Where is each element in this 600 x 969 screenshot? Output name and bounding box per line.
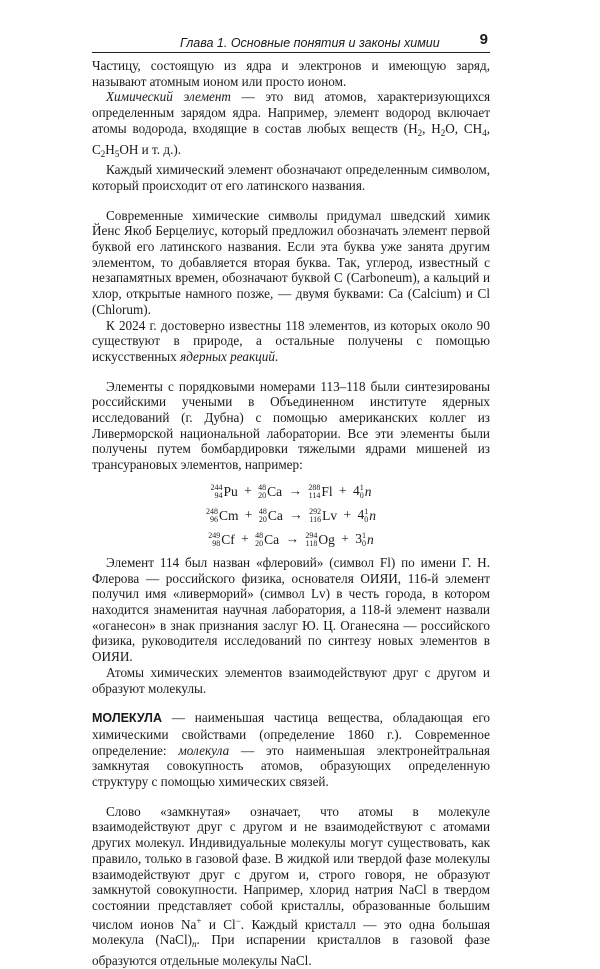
element-symbol: Fl [321, 483, 333, 499]
subscript: 4 [482, 127, 487, 138]
plus-sign: + [341, 530, 349, 546]
paragraph-text: O, CH [445, 120, 483, 136]
nuclide [206, 504, 239, 528]
paragraph-text: , H [422, 120, 441, 136]
plus-sign: + [339, 482, 347, 498]
atomic-number: 0 [362, 538, 366, 548]
element-symbol: Og [318, 531, 335, 547]
plus-sign: + [241, 530, 249, 546]
paragraph-text: OH и т. д.). [119, 141, 182, 157]
page-number: 9 [479, 31, 488, 48]
superscript: − [235, 915, 241, 926]
paragraph-text: — наименьшая частица вещества, обладающая его химическими свойствами (определение 1860 г.). Современное определение: [92, 710, 490, 758]
paragraph [92, 89, 490, 162]
subscript: 2 [440, 127, 446, 138]
paragraph-text: . Каждый кристалл — это одна большая молекула (NaCl) [92, 916, 491, 948]
running-header [92, 32, 490, 53]
atomic-number: 114 [308, 490, 321, 500]
reaction-arrow: → [289, 506, 303, 522]
mass-number: 244 [210, 482, 223, 492]
paragraph-text: Каждый химический элемент обозначают определенным символом, который происходит от его латинского названия. [92, 162, 490, 193]
mass-number: 48 [255, 530, 264, 540]
paragraph [92, 58, 490, 89]
atomic-number: 0 [359, 490, 364, 500]
mass-number: 1 [364, 506, 369, 516]
coefficient: 4 [357, 506, 365, 522]
subscript: 5 [114, 148, 120, 159]
subscript: 2 [100, 148, 106, 159]
reaction-equations [92, 479, 490, 551]
mass-number: 249 [208, 530, 221, 540]
term-nuclear-reactions: ядерных реакций [180, 348, 275, 364]
reaction-equation-3 [92, 527, 490, 551]
element-symbol: Ca [264, 531, 280, 547]
nuclide [305, 528, 335, 552]
paragraph [92, 318, 490, 365]
paragraph-text: и Cl [201, 916, 236, 932]
paragraph [92, 555, 490, 665]
paragraph-text: . При испарении кристаллов в газовой фазе образуются отдельные молекулы NaCl. [92, 932, 490, 969]
element-symbol: Pu [223, 483, 238, 499]
element-symbol: Cm [218, 507, 239, 523]
mass-number: 288 [308, 482, 321, 492]
neutron [364, 504, 376, 528]
paragraph-text: — это наименьшая электронейтральная замкнутая совокупность атомов, образующих определенную структуру с помощью химических связей. [92, 742, 490, 790]
plus-sign: + [244, 482, 252, 498]
element-symbol: n [369, 507, 376, 523]
nuclide [258, 480, 282, 504]
reaction-arrow: → [288, 482, 302, 498]
paragraph [92, 665, 490, 696]
element-symbol: Ca [267, 483, 283, 499]
mass-number: 1 [359, 482, 364, 492]
reaction-arrow: → [285, 530, 299, 546]
atomic-number: 96 [209, 514, 218, 524]
atomic-number: 94 [214, 490, 223, 500]
atomic-number: 0 [364, 514, 369, 524]
term-molecule: МОЛЕКУЛА [92, 711, 162, 726]
plus-sign: + [343, 506, 352, 522]
element-symbol: n [364, 483, 372, 499]
paragraph-text: , C [92, 120, 491, 157]
term-chemical-element: Химический элемент [106, 89, 231, 105]
nuclide [259, 504, 283, 528]
atomic-number: 116 [309, 514, 322, 524]
mass-number: 48 [258, 482, 267, 492]
neutron [362, 528, 374, 552]
mass-number: 294 [305, 530, 318, 540]
element-symbol: Lv [322, 507, 338, 523]
reaction-equation-2 [92, 503, 490, 527]
superscript: + [196, 915, 202, 926]
atomic-number: 118 [305, 538, 318, 548]
paragraph-text: Частицу, состоящую из ядра и электронов и имеющую заряд, называют атомным ионом или просто ионом. [92, 58, 490, 89]
paragraph-text: Элемент 114 был назван «флеровий» (символ Fl) по имени Г. Н. Флерова — российского физика, основателя ОИЯИ, 116-й элемент получил имя «ливерморий» (символ Lv) в честь города, в котором находится знаменитая научная лаборатория, а 118-й элемент назвали «оганесон» в знак признания заслуг Ю. Ц. Оганесяна — российского физика, руководителя исследований по синтезу новых элементов в ОИЯИ. [92, 554, 490, 665]
chapter-title: Глава 1. Основные понятия и законы химии [180, 36, 440, 50]
subscript: 2 [417, 127, 423, 138]
paragraph-text: H [105, 141, 115, 157]
coefficient: 4 [353, 482, 360, 498]
element-symbol: Ca [267, 507, 283, 523]
paragraph-text: Слово «замкнутая» означает, что атомы в молекуле взаимодействуют друг с другом и не взаимодействуют с атомами других молекул. Индивидуальные молекулы могут существовать, как правило, только в газовой фазе. В жидкой или твердой фазе молекулы взаимодействуют друг с другом и, строго говоря, не образуют замкнутой совокупности. Например, хлорид натрия NaCl в твердом состоянии представляет собой кристаллы, образованные большим числом ионов Na [92, 803, 490, 932]
element-symbol: Cf [221, 531, 235, 547]
term-molecule-italic: молекула [178, 742, 230, 758]
mass-number: 248 [205, 506, 218, 516]
paragraph-text: К 2024 г. достоверно известны 118 элементов, из которых около 90 существуют в природе, а остальные получены с помощью искусственных [92, 317, 490, 364]
paragraph-text: — это вид атомов, характеризующихся определенным зарядом ядра. Например, элемент водород включает атомы водорода, входящие в состав любых веществ (H [92, 89, 491, 136]
paragraph [92, 208, 490, 318]
coefficient: 3 [355, 530, 362, 546]
atomic-number: 20 [255, 538, 264, 548]
mass-number: 1 [362, 530, 366, 540]
nuclide [210, 480, 237, 504]
nuclide [308, 480, 332, 504]
paragraph-text: Современные химические символы придумал шведский химик Йенс Якоб Берцелиус, который предложил обозначать элемент первой буквой его латинского названия. Если эта буква уже занята другим элементом, то добавляется вторая буква. Так, углерод, известный с незапамятных времен, обозначают буквой C (Carboneum), а кальций и хлор, открытые намного позже, — двумя буквами: Ca (Calcium) и Cl (Chlorum). [92, 207, 490, 317]
element-symbol: n [367, 531, 374, 547]
plus-sign: + [244, 506, 253, 522]
neutron [360, 480, 372, 504]
paragraph-text: Элементы с порядковыми номерами 113–118 были синтезированы российскими учеными в Объединенном институте ядерных исследований (г. Дубна) с помощью американских коллег из Ливерморской национальной лаборатории. Все эти элементы были получены путем бомбардировки тяжелыми ядрами мишеней из трансурановых элементов, например: [92, 378, 490, 473]
nuclide [255, 528, 279, 552]
reaction-equation-1 [92, 479, 490, 503]
body-text [92, 58, 490, 969]
mass-number: 292 [309, 506, 322, 516]
paragraph-text: . [274, 348, 279, 364]
atomic-number: 98 [212, 538, 221, 548]
subscript: n [192, 939, 197, 950]
atomic-number: 20 [258, 490, 267, 500]
paragraph [92, 804, 490, 969]
paragraph-text: Атомы химических элементов взаимодействуют друг с другом и образуют молекулы. [92, 664, 490, 696]
nuclide [208, 528, 235, 552]
nuclide [309, 504, 337, 528]
paragraph [92, 162, 490, 193]
atomic-number: 20 [258, 514, 267, 524]
mass-number: 48 [258, 506, 267, 516]
paragraph [92, 379, 490, 473]
